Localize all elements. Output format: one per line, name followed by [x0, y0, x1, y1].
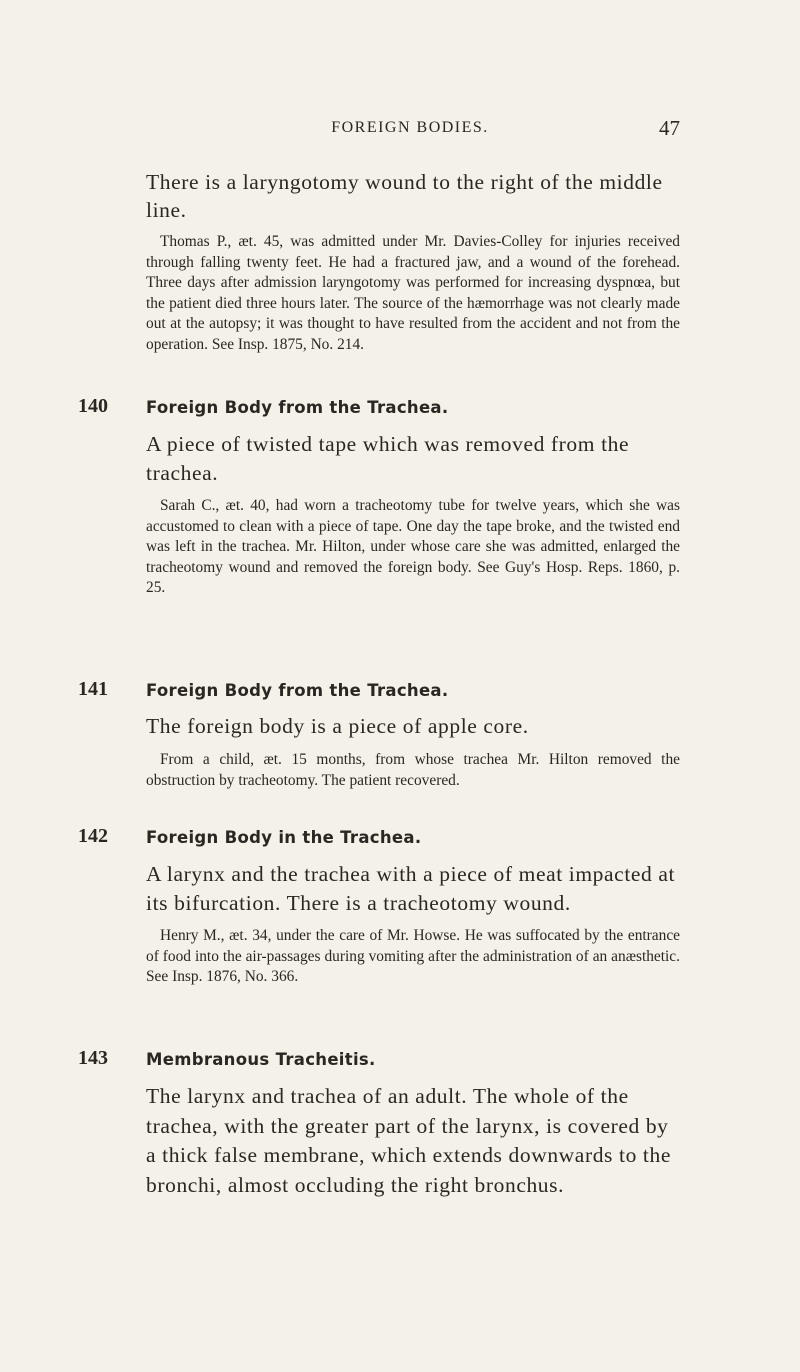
page-number: 47	[659, 116, 680, 140]
specimen-case-note	[146, 926, 680, 988]
specimen-description: The larynx and trachea of an adult. The whole of the trachea, with the greater part of the larynx, is covered by a thick false membrane, which extends downwards to the bronchi, almost occluding the right bronchus.	[146, 1084, 671, 1197]
specimen-case-note	[146, 750, 680, 791]
running-head	[140, 116, 680, 143]
continuation-case-text: Thomas P., æt. 45, was admitted under Mr. Davies-Colley for injuries received through falling twenty feet. He had a fractured jaw, and a wound of the forehead. Three days after admission laryngotomy was performed for increasing dyspnœa, but the patient died three hours later. The source of the hæmorrhage was not clearly made out at the autopsy; it was thought to have resulted from the accident and not from the operation. See Insp. 1875, No. 214.	[146, 233, 680, 353]
continuation-case-note	[146, 232, 680, 355]
specimen-description: A piece of twisted tape which was removed from the trachea.	[146, 432, 630, 485]
specimen-number: 140	[78, 395, 108, 417]
specimen-heading: Foreign Body from the Trachea.	[146, 681, 449, 700]
specimen-number: 143	[78, 1047, 108, 1069]
specimen-description: A larynx and the trachea with a piece of meat impacted at its bifurcation. There is a tracheotomy wound.	[146, 862, 676, 915]
specimen-case-text: From a child, æt. 15 months, from whose trachea Mr. Hilton removed the obstruction by tracheotomy. The patient recovered.	[146, 751, 680, 789]
specimen-number: 141	[78, 678, 108, 700]
specimen-number: 142	[78, 825, 108, 847]
continuation-description: There is a laryngotomy wound to the right of the middle line.	[146, 170, 663, 222]
specimen-case-text: Henry M., æt. 34, under the care of Mr. Howse. He was suffocated by the entrance of food into the air-passages during vomiting after the administration of an anæsthetic. See Insp. 1876, No. 366.	[146, 927, 680, 985]
specimen-heading: Foreign Body in the Trachea.	[146, 828, 422, 847]
specimen-case-note	[146, 496, 680, 599]
running-title: FOREIGN BODIES.	[331, 119, 489, 136]
specimen-description: The foreign body is a piece of apple core.	[146, 714, 529, 738]
specimen-case-text: Sarah C., æt. 40, had worn a tracheotomy tube for twelve years, which she was accustomed to clean with a piece of tape. One day the tape broke, and the twisted end was left in the trachea. Mr. Hilton, under whose care she was admitted, enlarged the tracheotomy wound and removed the foreign body. See Guy's Hosp. Reps. 1860, p. 25.	[146, 497, 680, 596]
specimen-heading: Membranous Tracheitis.	[146, 1050, 376, 1069]
specimen-heading: Foreign Body from the Trachea.	[146, 398, 449, 417]
